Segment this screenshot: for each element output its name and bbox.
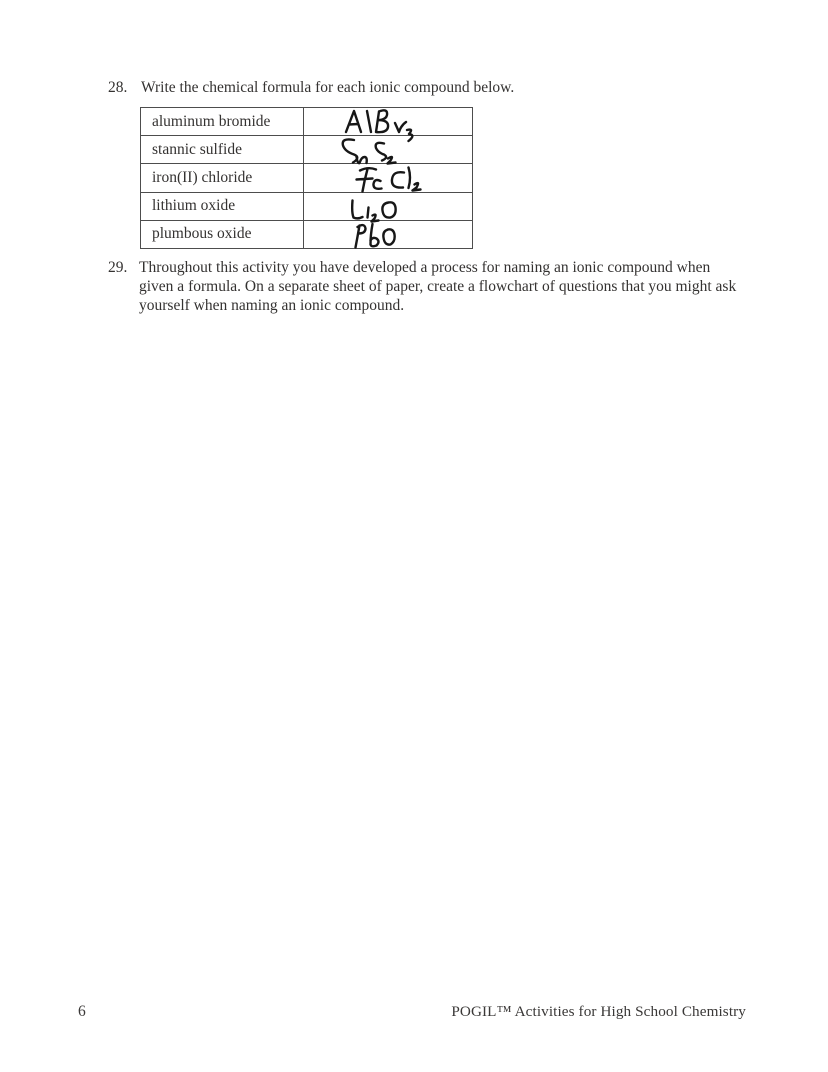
table-row [141, 136, 472, 164]
table-row [141, 221, 472, 248]
formula-answer-cell [304, 221, 472, 248]
table-row [141, 108, 472, 136]
compound-name-cell: lithium oxide [141, 193, 304, 220]
question-28-number: 28. [108, 79, 128, 96]
handwritten-formula-ink [304, 136, 483, 164]
formula-answer-cell [304, 164, 472, 191]
handwritten-formula-ink [304, 164, 483, 192]
formula-answer-cell [304, 193, 472, 220]
question-29-prompt: Throughout this activity you have developed a process for naming an ionic compound when given a formula. On a separate sheet of paper, create a flowchart of questions that you might ask yourself when naming an ionic compound. [139, 259, 737, 315]
compound-name-cell: stannic sulfide [141, 136, 304, 163]
compound-name-cell: iron(II) chloride [141, 164, 304, 191]
question-28-prompt: Write the chemical formula for each ionic compound below. [141, 79, 515, 96]
compound-name-cell: aluminum bromide [141, 108, 304, 135]
table-row [141, 193, 472, 221]
handwritten-formula-ink [304, 108, 483, 136]
formula-answer-cell [304, 108, 472, 135]
handwritten-formula-ink [304, 221, 483, 249]
footer-book-title: POGIL™ Activities for High School Chemistry [451, 1003, 746, 1020]
formula-answer-cell [304, 136, 472, 163]
footer-page-number: 6 [78, 1003, 86, 1020]
question-29-number: 29. [108, 259, 128, 276]
compound-name-cell: plumbous oxide [141, 221, 304, 248]
table-row [141, 164, 472, 192]
formula-table [140, 107, 473, 249]
handwritten-formula-ink [304, 193, 483, 221]
